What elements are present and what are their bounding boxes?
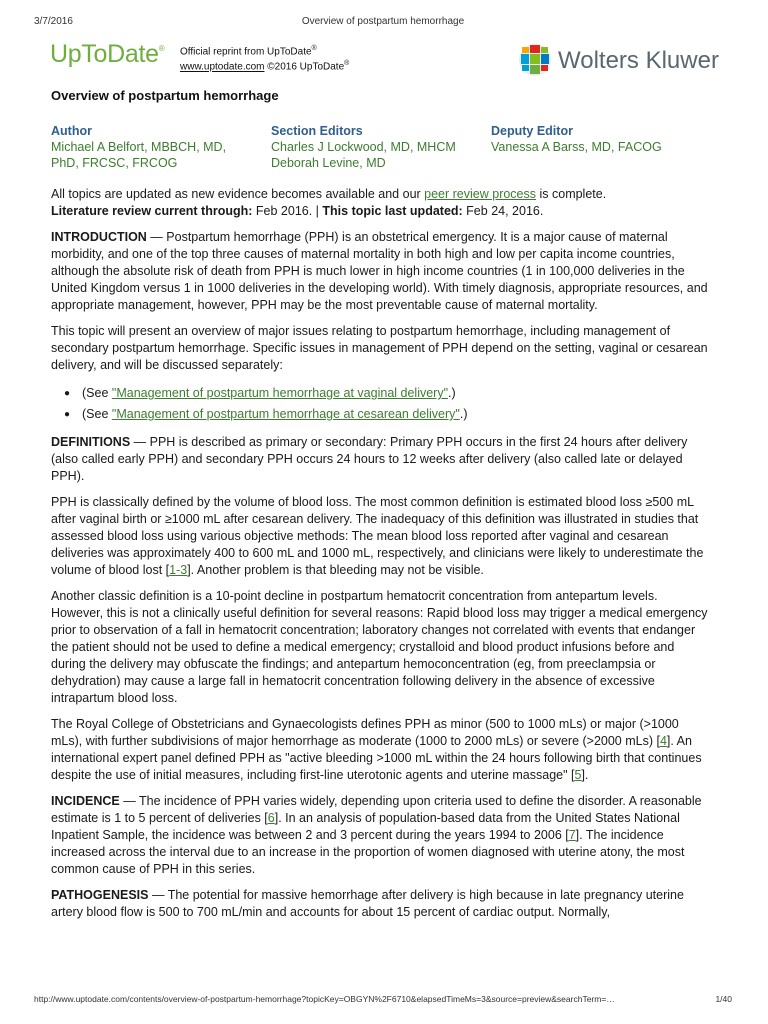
hematocrit-paragraph: Another classic definition is a 10-point decline in postpartum hematocrit concentration from antepartum levels. However, this is not a clinically useful definition for several reasons: Rapid blood loss may trigger a medical emergency prior to observation of a fall in hematocrit concentration; laboratory changes not correlated with events that endanger the patient should not be used to define a medical emergency; crystalloid and blood product infusions before and during the delivery may obfuscate the findings; and antepartum hemoconcentration (eg, from preeclampsia or dehydration) may cause a large fall in hematocrit concentration following delivery in the absence of excessive intrapartum blood loss. bbox=[51, 589, 708, 705]
author-credentials[interactable]: PhD, FRCSC, FRCOG bbox=[51, 156, 178, 170]
wolters-kluwer-mark-icon bbox=[518, 43, 552, 77]
lit-review-label: Literature review current through: bbox=[51, 204, 253, 218]
editors-block bbox=[51, 123, 712, 171]
section-editor-2[interactable]: Deborah Levine, MD bbox=[271, 156, 386, 170]
print-header bbox=[34, 16, 732, 30]
pathogenesis-heading: PATHOGENESIS bbox=[51, 888, 149, 902]
see-also-list bbox=[51, 383, 712, 425]
section-editor-1[interactable]: Charles J Lockwood, MD, MHCM bbox=[271, 140, 456, 154]
reference-link[interactable]: 5 bbox=[574, 768, 582, 782]
publisher-name: Wolters Kluwer bbox=[558, 47, 719, 74]
reprint-notice: Official reprint from UpToDate® www.uptodate.com ©2016 UpToDate® bbox=[180, 45, 350, 73]
list-item: ● (See "Management of postpartum hemorrhage at vaginal delivery".) bbox=[70, 383, 712, 404]
print-title: Overview of postpartum hemorrhage bbox=[301, 16, 465, 27]
author-name[interactable]: Michael A Belfort, MBBCH, MD, bbox=[51, 140, 227, 154]
definitions-heading: DEFINITIONS bbox=[51, 435, 131, 449]
reference-link[interactable]: 1-3 bbox=[169, 563, 188, 577]
review-meta: All topics are updated as new evidence becomes available and our peer review process is complete. Literature review current through: Feb 2016. | This topic last updated: Feb 24, 2016. bbox=[51, 187, 607, 218]
article-content bbox=[51, 88, 712, 930]
print-date: 3/7/2016 bbox=[34, 16, 73, 27]
deputy-editor-1[interactable]: Vanessa A Barss, MD, FACOG bbox=[491, 140, 662, 154]
peer-review-link[interactable]: peer review process bbox=[424, 187, 537, 201]
incidence-heading: INCIDENCE bbox=[51, 794, 120, 808]
page-url: http://www.uptodate.com/contents/overview-of-postpartum-hemorrhage?topicKey=OBGYN%2F6710&elapsedTimeMs=3&source=preview&searchTerm=… bbox=[34, 994, 615, 1004]
section-editors-heading: Section Editors bbox=[271, 124, 363, 138]
reference-link[interactable]: 6 bbox=[267, 811, 275, 825]
deputy-editor-column bbox=[491, 123, 662, 171]
uptodate-site-link[interactable]: www.uptodate.com bbox=[180, 61, 265, 73]
incidence-paragraph: INCIDENCE — The incidence of PPH varies widely, depending upon criteria used to define the disorder. A reasonable estimate is 1 to 5 percent of deliveries [6]. In an analysis of population-based data from the United States National Inpatient Sample, the incidence was between 2 and 3 percent during the years 1994 to 2006 [7]. The incidence increased across the interval due to an increase in the proportion of women diagnosed with uterine atony, the most common cause of PPH in this series. bbox=[51, 794, 702, 876]
reference-link[interactable]: 7 bbox=[568, 828, 576, 842]
introduction-heading: INTRODUCTION bbox=[51, 230, 147, 244]
introduction-paragraph: INTRODUCTION — Postpartum hemorrhage (PPH) is an obstetrical emergency. It is a major cause of maternal morbidity, and one of the top three causes of maternal mortality in both high and low per capita income countries, although the absolute risk of death from PPH is much lower in high income countries (1 in 100,000 deliveries in the United Kingdom versus 1 in 1000 deliveries in the developing world). With timely diagnosis, appropriate resources, and appropriate management, however, PPH may be the most preventable cause of maternal mortality. bbox=[51, 230, 708, 312]
section-editors-column bbox=[271, 123, 491, 171]
topic-paragraph: This topic will present an overview of major issues relating to postpartum hemorrhage, including management of secondary postpartum hemorrhage. Specific issues in management of PPH depend on the setting, vaginal or cesarean delivery, and will be discussed separately: bbox=[51, 324, 708, 372]
brand-row bbox=[50, 40, 728, 80]
definitions-paragraph: DEFINITIONS — PPH is described as primary or secondary: Primary PPH occurs in the first 24 hours after delivery (also called early PPH) and secondary PPH occurs 24 hours to 12 weeks after delivery (also called late or delayed PPH). bbox=[51, 435, 688, 483]
pathogenesis-paragraph: PATHOGENESIS — The potential for massive hemorrhage after delivery is high because in late pregnancy uterine artery blood flow is 500 to 700 mL/min and accounts for about 15 percent of cardiac output. Normally, bbox=[51, 888, 684, 919]
author-heading: Author bbox=[51, 124, 92, 138]
last-updated-label: This topic last updated: bbox=[322, 204, 463, 218]
uptodate-logo[interactable]: UpToDate® bbox=[50, 40, 165, 68]
author-column bbox=[51, 123, 271, 171]
cesarean-delivery-link[interactable]: "Management of postpartum hemorrhage at cesarean delivery" bbox=[111, 407, 460, 421]
deputy-editor-heading: Deputy Editor bbox=[491, 124, 573, 138]
print-footer bbox=[34, 994, 732, 1008]
article-title: Overview of postpartum hemorrhage bbox=[51, 88, 279, 103]
rcog-paragraph: The Royal College of Obstetricians and Gynaecologists defines PPH as minor (500 to 1000 mLs) or major (>1000 mLs), with further subdivisions of major hemorrhage as moderate (1000 to 2000 mLs) or severe (>2000 mLs) [4]. An international expert panel defined PPH as "active bleeding >1000 mL within the 24 hours following birth that continues despite the use of initial measures, including first-line uterotonic agents and uterine massage" [5]. bbox=[51, 717, 702, 782]
wolters-kluwer-logo[interactable] bbox=[518, 43, 728, 77]
page-number: 1/40 bbox=[715, 994, 732, 1004]
list-item: ● (See "Management of postpartum hemorrhage at cesarean delivery".) bbox=[70, 404, 712, 425]
reference-link[interactable]: 4 bbox=[659, 734, 667, 748]
blood-loss-paragraph: PPH is classically defined by the volume of blood loss. The most common definition is estimated blood loss ≥500 mL after vaginal birth or ≥1000 mL after cesarean delivery. The inadequacy of this definition was illustrated in studies that assessed blood loss using various objective methods: The mean blood loss reported after vaginal and cesarean deliveries was approximately 400 to 600 mL and 1000 mL, respectively, and clinicians were likely to underestimate the volume of blood lost [1-3]. Another problem is that bleeding may not be visible. bbox=[51, 495, 704, 577]
vaginal-delivery-link[interactable]: "Management of postpartum hemorrhage at vaginal delivery" bbox=[111, 386, 449, 400]
